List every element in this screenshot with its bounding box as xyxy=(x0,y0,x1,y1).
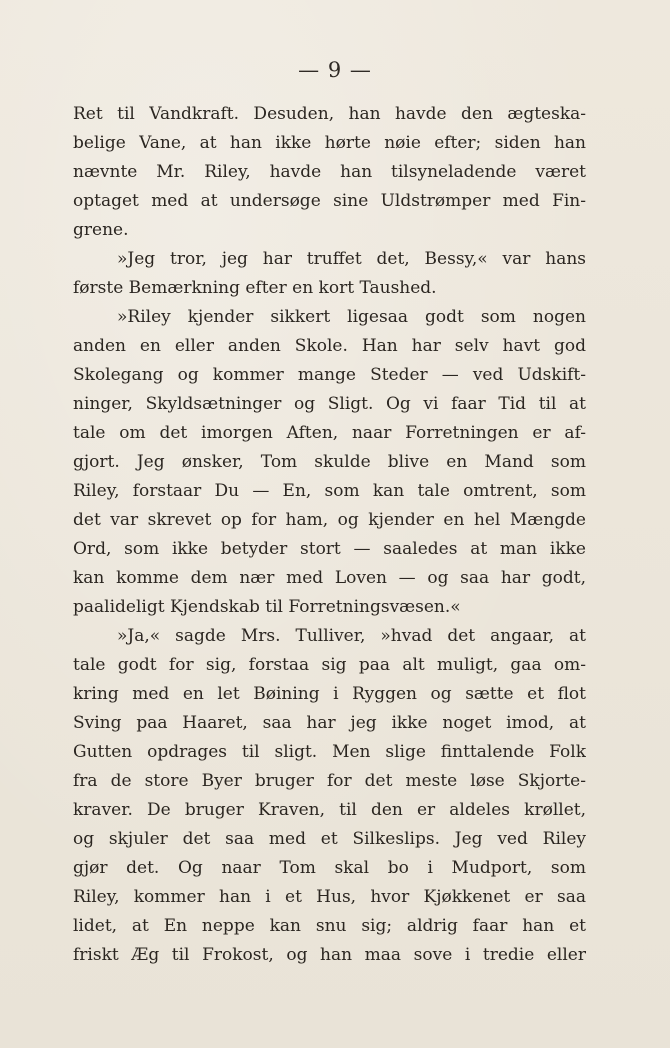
text-line: »Riley kjender sikkert ligesaa godt som nogen xyxy=(117,307,586,327)
text-line: kan komme dem nær med Loven — og saa har godt, xyxy=(73,568,586,588)
text-line: gjort. Jeg ønsker, Tom skulde blive en Mand som xyxy=(73,452,586,472)
text-line: »Ja,« sagde Mrs. Tulliver, »hvad det angaar, at xyxy=(117,626,586,646)
text-line: anden en eller anden Skole. Han har selv havt god xyxy=(73,336,586,356)
text-line: Ord, som ikke betyder stort — saaledes at man ikke xyxy=(73,539,586,559)
text-line: ninger, Skyldsætninger og Sligt. Og vi faar Tid til at xyxy=(73,394,586,414)
text-line: første Bemærkning efter en kort Taushed. xyxy=(73,278,437,298)
text-line: grene. xyxy=(73,220,129,240)
text-line: Skolegang og kommer mange Steder — ved Udskift- xyxy=(73,365,586,385)
text-line: kraver. De bruger Kraven, til den er aldeles krøllet, xyxy=(73,800,586,820)
text-line: nævnte Mr. Riley, havde han tilsyneladende været xyxy=(73,162,586,182)
text-line: lidet, at En neppe kan snu sig; aldrig faar han et xyxy=(73,916,586,936)
text-line: Ret til Vandkraft. Desuden, han havde den ægteska- xyxy=(73,104,586,124)
text-line: tale godt for sig, forstaa sig paa alt muligt, gaa om- xyxy=(73,655,586,675)
text-line: kring med en let Bøining i Ryggen og sætte et flot xyxy=(73,684,586,704)
text-line: paalideligt Kjendskab til Forretningsvæsen.« xyxy=(73,597,461,617)
text-line: optaget med at undersøge sine Uldstrømper med Fin- xyxy=(73,191,586,211)
text-line: Sving paa Haaret, saa har jeg ikke noget imod, at xyxy=(73,713,586,733)
text-line: Gutten opdrages til sligt. Men slige finttalende Folk xyxy=(73,742,586,762)
body-text xyxy=(73,100,586,970)
text-line: Riley, kommer han i et Hus, hvor Kjøkkenet er saa xyxy=(73,887,586,907)
text-line: gjør det. Og naar Tom skal bo i Mudport, som xyxy=(73,858,586,878)
text-line: og skjuler det saa med et Silkeslips. Jeg ved Riley xyxy=(73,829,586,849)
page-number: — 9 — xyxy=(298,58,372,82)
text-line: det var skrevet op for ham, og kjender en hel Mængde xyxy=(73,510,586,530)
text-line: tale om det imorgen Aften, naar Forretningen er af- xyxy=(73,423,586,443)
text-line: friskt Æg til Frokost, og han maa sove i tredie eller xyxy=(73,945,586,965)
text-line: Riley, forstaar Du — En, som kan tale omtrent, som xyxy=(73,481,586,501)
text-line: belige Vane, at han ikke hørte nøie efter; siden han xyxy=(73,133,586,153)
text-line: fra de store Byer bruger for det meste løse Skjorte- xyxy=(73,771,586,791)
text-line: »Jeg tror, jeg har truffet det, Bessy,« var hans xyxy=(117,249,586,269)
